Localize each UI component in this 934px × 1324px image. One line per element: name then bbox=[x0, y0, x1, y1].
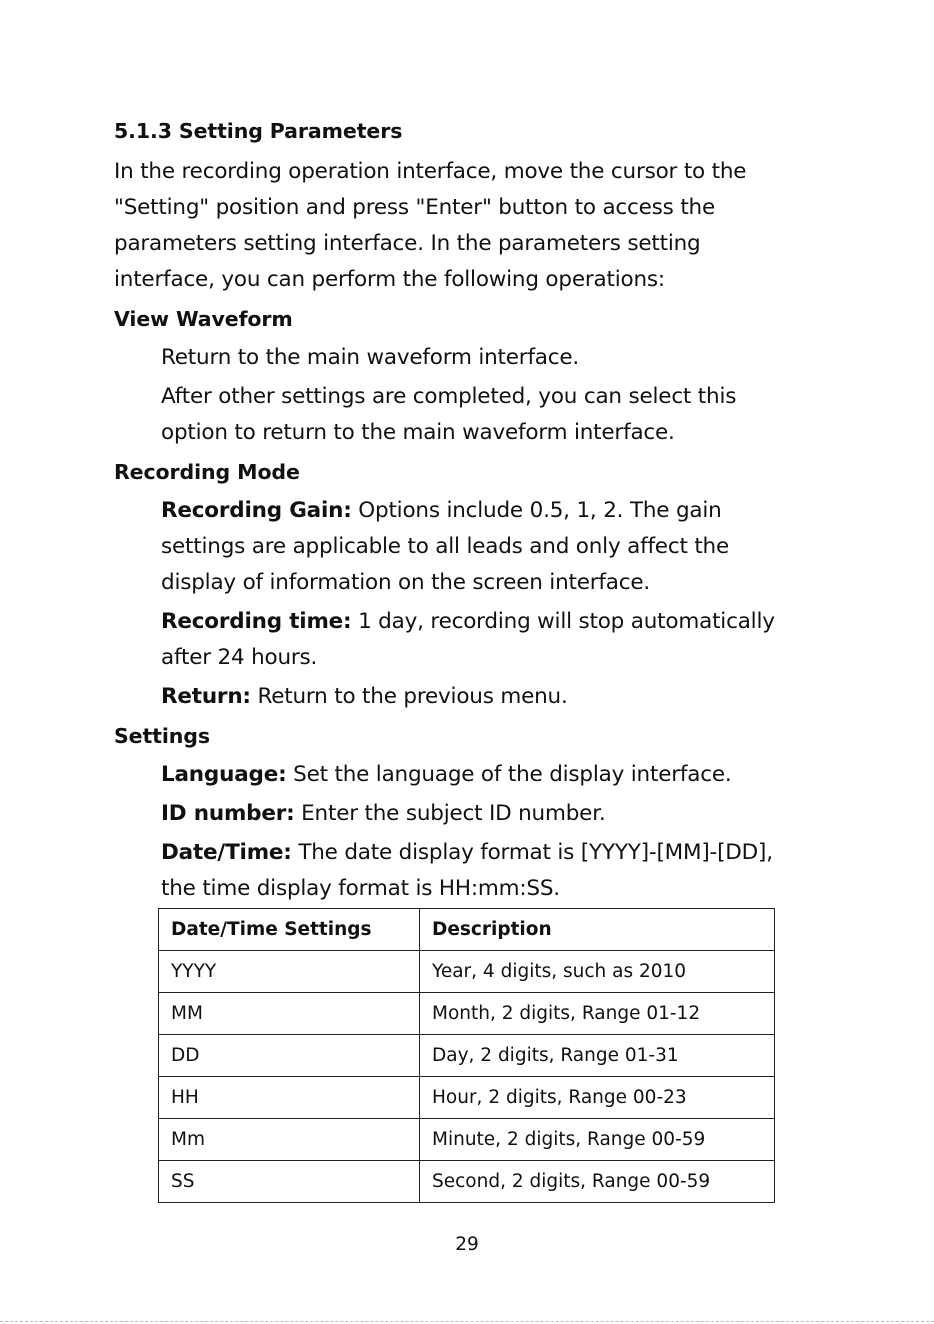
table-row bbox=[159, 1161, 775, 1203]
view-waveform-line-3: option to return to the main waveform interface. bbox=[161, 420, 675, 445]
table-cell-description: Hour, 2 digits, Range 00-23 bbox=[420, 1077, 775, 1119]
table-row bbox=[159, 1077, 775, 1119]
datetime-text: The date display format is [YYYY]-[MM]-[DD], bbox=[291, 840, 773, 865]
id-number-text: Enter the subject ID number. bbox=[294, 801, 606, 826]
table-cell-description: Day, 2 digits, Range 01-31 bbox=[420, 1035, 775, 1077]
recording-gain-line-2: settings are applicable to all leads and only affect the bbox=[161, 534, 730, 559]
datetime-line bbox=[161, 835, 811, 871]
table-cell-setting: SS bbox=[159, 1161, 420, 1203]
recording-time-label: Recording time: bbox=[161, 609, 352, 634]
intro-line-4: interface, you can perform the following operations: bbox=[114, 267, 665, 292]
table-cell-description: Month, 2 digits, Range 01-12 bbox=[420, 993, 775, 1035]
view-waveform-heading: View Waveform bbox=[114, 307, 293, 331]
settings-heading: Settings bbox=[114, 724, 210, 748]
table-cell-description: Second, 2 digits, Range 00-59 bbox=[420, 1161, 775, 1203]
id-number-label: ID number: bbox=[161, 801, 295, 826]
language-text: Set the language of the display interface. bbox=[286, 762, 732, 787]
recording-gain-label: Recording Gain: bbox=[161, 498, 352, 523]
recording-time-line bbox=[161, 604, 811, 640]
table-cell-setting: MM bbox=[159, 993, 420, 1035]
table-header-description: Description bbox=[420, 909, 775, 951]
section-title: 5.1.3 Setting Parameters bbox=[114, 119, 403, 143]
view-waveform-line-2: After other settings are completed, you can select this bbox=[161, 384, 737, 409]
language-line bbox=[161, 757, 811, 793]
datetime-line-2: the time display format is HH:mm:SS. bbox=[161, 876, 560, 901]
recording-mode-heading: Recording Mode bbox=[114, 460, 300, 484]
id-number-line bbox=[161, 796, 811, 832]
table-row bbox=[159, 993, 775, 1035]
table-row bbox=[159, 951, 775, 993]
recording-time-line-2: after 24 hours. bbox=[161, 645, 318, 670]
table-row bbox=[159, 1119, 775, 1161]
page-bottom-divider bbox=[0, 1321, 934, 1322]
datetime-settings-table bbox=[158, 908, 775, 1203]
intro-line-2: "Setting" position and press "Enter" button to access the bbox=[114, 195, 716, 220]
intro-line-1: In the recording operation interface, move the cursor to the bbox=[114, 159, 747, 184]
table-cell-setting: DD bbox=[159, 1035, 420, 1077]
table-cell-setting: HH bbox=[159, 1077, 420, 1119]
table-cell-description: Minute, 2 digits, Range 00-59 bbox=[420, 1119, 775, 1161]
view-waveform-line-1: Return to the main waveform interface. bbox=[161, 345, 580, 370]
table-cell-description: Year, 4 digits, such as 2010 bbox=[420, 951, 775, 993]
recording-gain-line bbox=[161, 493, 811, 529]
return-line bbox=[161, 679, 811, 715]
table-header-settings: Date/Time Settings bbox=[159, 909, 420, 951]
table-cell-setting: Mm bbox=[159, 1119, 420, 1161]
recording-gain-line-3: display of information on the screen interface. bbox=[161, 570, 651, 595]
page-number: 29 bbox=[455, 1234, 479, 1255]
table-header-row bbox=[159, 909, 775, 951]
recording-time-text: 1 day, recording will stop automatically bbox=[351, 609, 775, 634]
table-cell-setting: YYYY bbox=[159, 951, 420, 993]
return-text: Return to the previous menu. bbox=[250, 684, 568, 709]
datetime-label: Date/Time: bbox=[161, 840, 292, 865]
table-row bbox=[159, 1035, 775, 1077]
intro-line-3: parameters setting interface. In the parameters setting bbox=[114, 231, 701, 256]
language-label: Language: bbox=[161, 762, 287, 787]
return-label: Return: bbox=[161, 684, 251, 709]
recording-gain-text: Options include 0.5, 1, 2. The gain bbox=[351, 498, 722, 523]
